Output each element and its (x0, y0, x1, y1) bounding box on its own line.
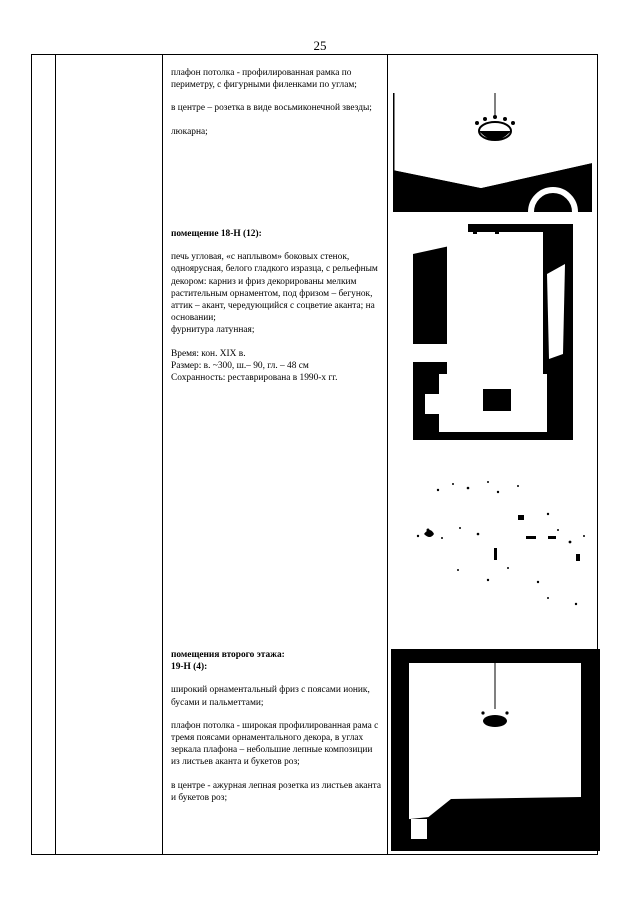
paragraph: плафон потолка - профилированная рамка по периметру, с фигурными филенками по углам; (171, 68, 357, 91)
column-divider (55, 55, 56, 854)
column-divider (162, 55, 163, 854)
paragraph: печь угловая, «с наплывом» боковых стенок, одноярусная, белого гладкого изразца, с рельефным декором: карниз и фриз декорированы мелким растительным орнаментом, под фризом – бегунок, аттик – акант, чередующийся с соцветие аканта; на основании; (171, 252, 378, 324)
detail-line: Размер: в. ~300, ш.– 90, гл. – 48 см (171, 360, 309, 371)
column-divider (387, 55, 388, 854)
section-3-text (171, 649, 383, 815)
paragraph: в центре - ажурная лепная розетка из листьев аканта и букетов роз; (171, 780, 381, 803)
paragraph: широкий орнаментальный фриз с поясами ионик, бусами и пальметтами; (171, 685, 370, 708)
section-heading: помещения второго этажа: (171, 650, 285, 660)
section-heading: помещение 18-Н (12): (171, 229, 262, 239)
room-photo (391, 649, 600, 851)
section-1-text (171, 67, 383, 149)
detail-line: Время: кон. XIX в. (171, 348, 246, 359)
stove-photo (413, 224, 573, 440)
ceiling-photo (393, 93, 592, 212)
paragraph: в центре – розетка в виде восьмиконечной звезды; (171, 103, 372, 114)
detail-line: Сохранность: реставрирована в 1990-х гг. (171, 373, 338, 384)
paragraph: фурнитура латунная; (171, 325, 255, 336)
section-2-text (171, 228, 383, 384)
frieze-photo (398, 470, 592, 622)
paragraph: люкарна; (171, 126, 208, 137)
paragraph: плафон потолка - широкая профилированная рама с тремя поясами орнаментального декора, в углах зеркала плафона – небольшие лепные композиции из листьев аканта и букетов роз; (171, 720, 379, 768)
page-number: 25 (313, 38, 327, 53)
section-subheading: 19-Н (4): (171, 662, 208, 673)
